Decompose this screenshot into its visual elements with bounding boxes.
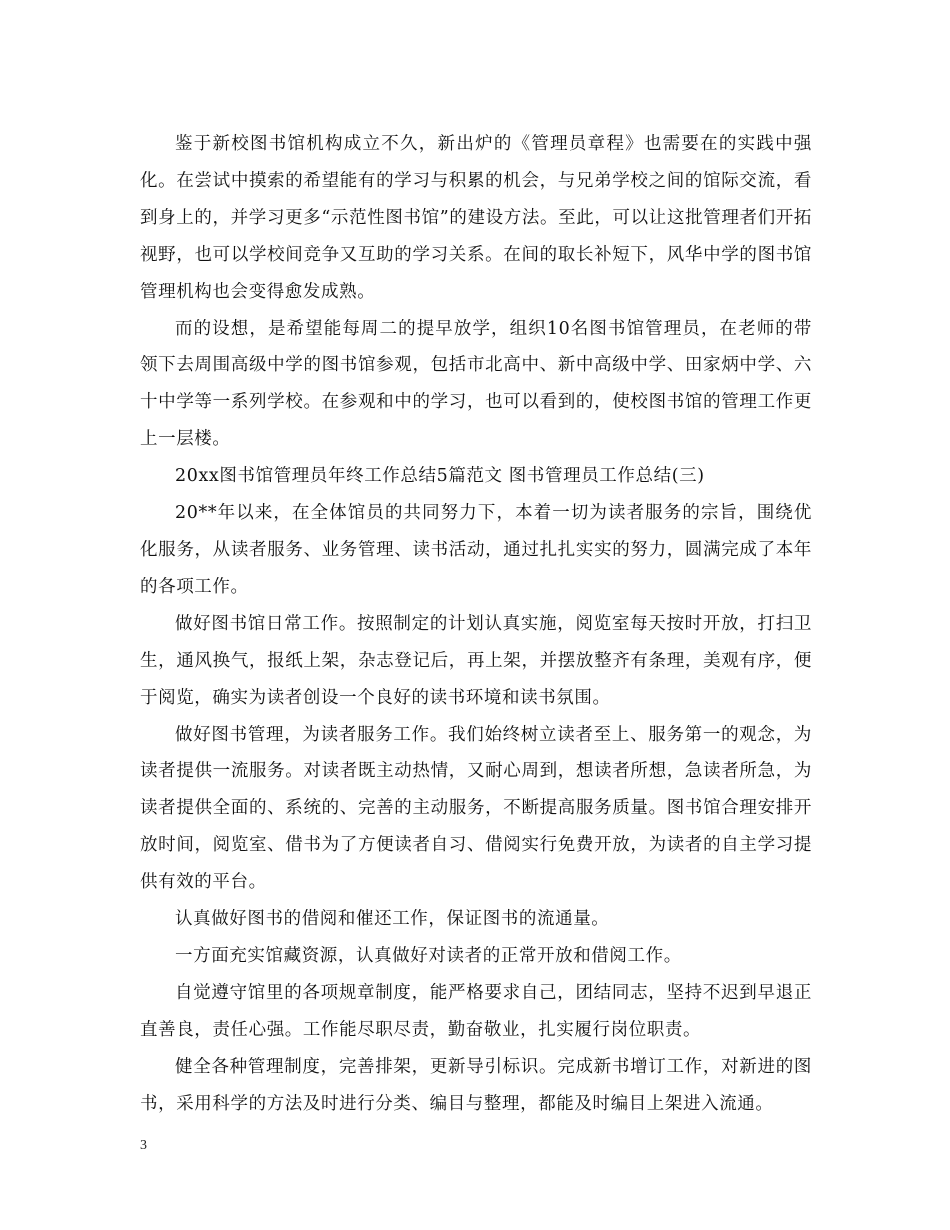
paragraph-reader-service: 做好图书管理，为读者服务工作。我们始终树立读者至上、服务第一的观念，为读者提供一流服务。对读者既主动热情，又耐心周到，想读者所想，急读者所急，为读者提供全面的、系统的、完善的主动服务，不断提高服务质量。图书馆合理安排开放时间，阅览室、借书为了方便读者自习、借阅实行免费开放，为读者的自主学习提供有效的平台。: [140, 724, 812, 893]
paragraph-lending: 认真做好图书的借阅和催还工作，保证图书的流通量。: [175, 909, 610, 930]
paragraph-year-summary: 20**年以来，在全体馆员的共同努力下，本着一切为读者服务的宗旨，围绕优化服务，从读者服务、业务管理、读书活动，通过扎扎实实的努力，圆满完成了本年的各项工作。: [140, 503, 812, 597]
paragraph-collection: 一方面充实馆藏资源，认真做好对读者的正常开放和借阅工作。: [175, 945, 682, 966]
paragraph-daily-work: 做好图书馆日常工作。按照制定的计划认真实施，阅览室每天按时开放，打扫卫生，通风换气，报纸上架，杂志登记后，再上架，并摆放整齐有条理，美观有序，便于阅览，确实为读者创设一个良好的读书环境和读书氛围。: [140, 613, 812, 708]
document-body: [140, 126, 812, 1122]
paragraph-library-charter: 鉴于新校图书馆机构成立不久，新出炉的《管理员章程》也需要在的实践中强化。在尝试中摸索的希望能有的学习与积累的机会，与兄弟学校之间的馆际交流，看到身上的，并学习更多“示范性图书馆”的建设方法。至此，可以让这批管理者们开拓视野，也可以学校间竞争又互助的学习关系。在间的取长补短下，风华中学的图书馆管理机构也会变得愈发成熟。: [140, 134, 812, 302]
paragraph-visit-plan: 而的设想，是希望能每周二的提早放学，组织10名图书馆管理员，在老师的带领下去周围高级中学的图书馆参观，包括市北高中、新中高级中学、田家炳中学、六十中学等一系列学校。在参观和中的学习，也可以看到的，使校图书馆的管理工作更上一层楼。: [140, 318, 812, 450]
paragraph-discipline: 自觉遵守馆里的各项规章制度，能严格要求自己，团结同志，坚持不迟到早退正直善良，责任心强。工作能尽职尽责，勤奋敬业，扎实履行岗位职责。: [140, 982, 812, 1040]
section-heading: 20xx图书馆管理员年终工作总结5篇范文 图书管理员工作总结(三): [175, 466, 705, 487]
page-number: 3: [140, 1138, 147, 1153]
paragraph-management-system: 健全各种管理制度，完善排架，更新导引标识。完成新书增订工作，对新进的图书，采用科学的方法及时进行分类、编目与整理，都能及时编目上架进入流通。: [140, 1056, 812, 1114]
